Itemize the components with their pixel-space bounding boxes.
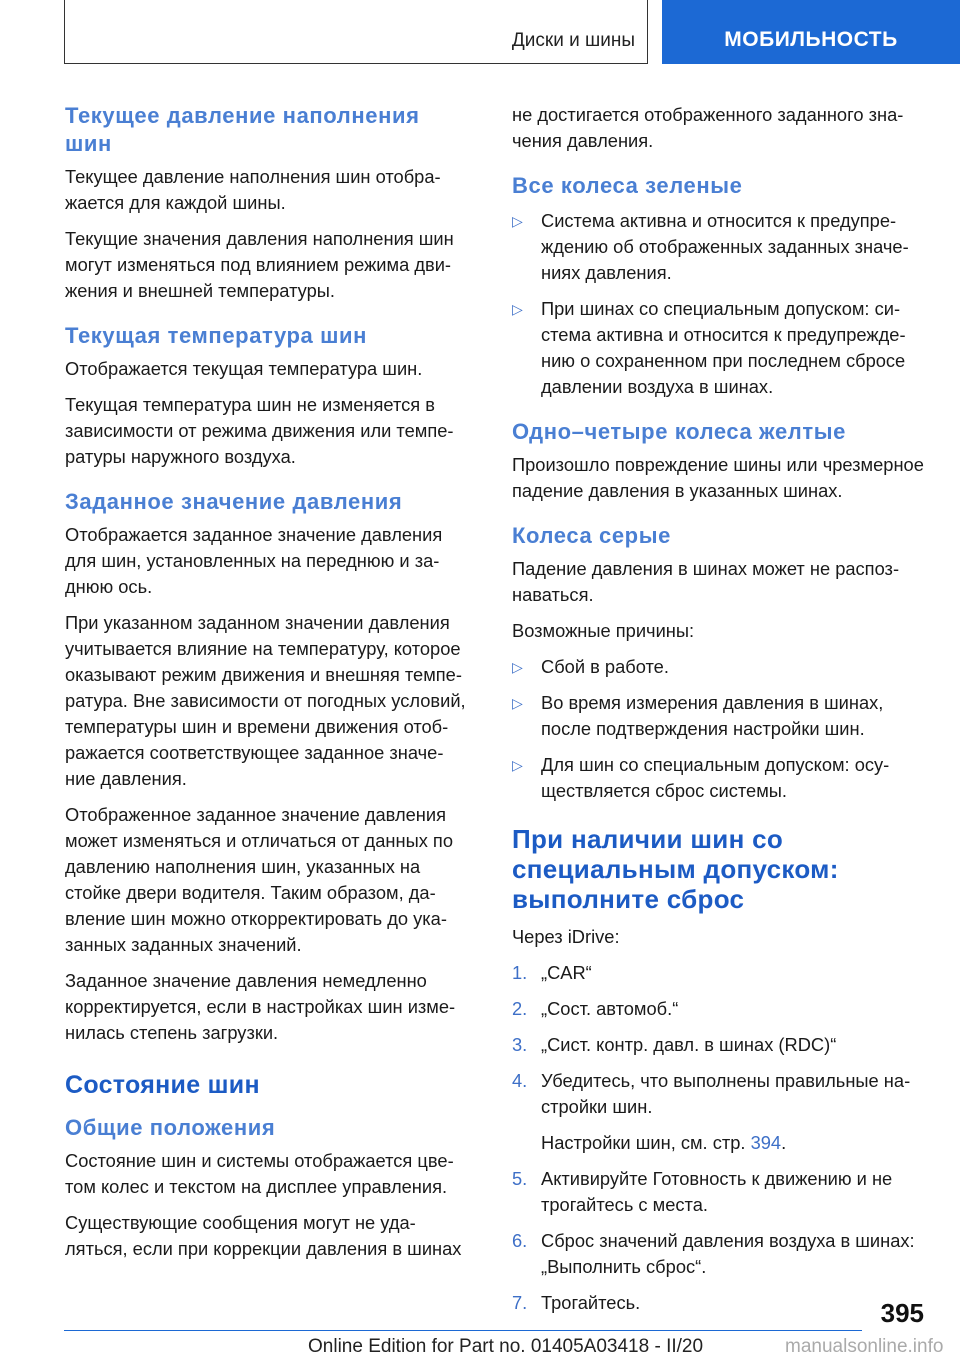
step-item [512, 996, 926, 1022]
list-item [512, 654, 926, 680]
heading-yellow-wheels: Одно–четыре колеса желтые [512, 419, 846, 444]
step-note-text: Настройки шин, см. стр. [541, 1132, 746, 1153]
page-reference-link[interactable]: 394 [750, 1132, 782, 1153]
step-number: 1. [512, 962, 528, 983]
paragraph: Отображается текущая температура шин. [65, 358, 423, 379]
numbered-steps [512, 960, 926, 1316]
paragraph: При указанном заданном значении давления учитывается влияние на температуру, которое оказывают режим движения и внешняя температура. Вне зависимости от погодных условий, температуры шин и времени движения отображается соответствующее заданное значение давления. [65, 612, 466, 789]
heading-all-green: Все колеса зеленые [512, 173, 743, 198]
paragraph: Произошло повреждение шины или чрезмерное падение давления в указанных шинах. [512, 454, 924, 501]
step-number: 4. [512, 1070, 528, 1091]
list-item-text: Система активна и относится к предупреждению об отображенных заданных значениях давления. [541, 210, 909, 283]
paragraph: Текущие значения давления наполнения шин могут изменяться под влиянием режима движения и внешней температуры. [65, 228, 454, 301]
paragraph: Возможные причины: [512, 620, 695, 641]
heading-current-pressure: Текущее давление наполнения шин [65, 103, 420, 156]
triangle-bullet-icon: ▷ [512, 213, 523, 229]
paragraph: Состояние шин и системы отображается цветом колес и текстом на дисплее управления. [65, 1150, 454, 1197]
step-text: „CAR“ [541, 962, 592, 983]
paragraph: Через iDrive: [512, 926, 620, 947]
step-item [512, 1068, 926, 1156]
step-text: Активируйте Готовность к движению и не трогайтесь с места. [541, 1168, 893, 1215]
heading-tire-status: Состояние шин [65, 1071, 260, 1099]
step-number: 3. [512, 1034, 528, 1055]
triangle-bullet-icon: ▷ [512, 659, 523, 675]
step-note-period: . [781, 1132, 787, 1153]
step-text: „Сист. контр. давл. в шинах (RDC)“ [541, 1034, 837, 1055]
paragraph: Отображенное заданное значение давления может изменяться и отличаться от данных по давлению наполнения шин, указанных на стойке двери водителя. Таким образом, давление шин можно откорректировать до указанных заданных значений. [65, 804, 453, 955]
step-number: 2. [512, 998, 528, 1019]
step-number: 7. [512, 1292, 528, 1313]
triangle-bullet-icon: ▷ [512, 695, 523, 711]
triangle-bullet-icon: ▷ [512, 757, 523, 773]
heading-target-pressure: Заданное значение давления [65, 489, 403, 514]
step-item [512, 1228, 926, 1280]
list-item [512, 208, 926, 286]
paragraph: Текущая температура шин не изменяется в зависимости от режима движения или температуры наружного воздуха. [65, 394, 454, 467]
paragraph: Текущее давление наполнения шин отображается для каждой шины. [65, 166, 441, 213]
footer-edition: Online Edition for Part no. 01405A03418 - II/20 [308, 1336, 704, 1357]
step-item [512, 1166, 926, 1218]
paragraph: не достигается отображенного заданного значения давления. [512, 104, 904, 151]
step-item [512, 1290, 926, 1316]
step-note [541, 1130, 926, 1156]
right-column [512, 102, 926, 1326]
header-chapter-title: МОБИЛЬНОСТЬ [724, 28, 898, 51]
paragraph: Существующие сообщения могут не удаляться, если при коррекции давления в шинах [65, 1212, 462, 1259]
bullet-list [512, 208, 926, 400]
step-text: Сброс значений давления воздуха в шинах: „Выполнить сброс“. [541, 1230, 915, 1277]
list-item [512, 690, 926, 742]
footer-watermark: manualsonline.info [785, 1336, 944, 1357]
heading-current-temperature: Текущая температура шин [65, 323, 368, 348]
list-item [512, 296, 926, 400]
triangle-bullet-icon: ▷ [512, 301, 523, 317]
step-text: „Сост. автомоб.“ [541, 998, 679, 1019]
header-section-box [64, 0, 648, 64]
step-text: Трогайтесь. [541, 1292, 641, 1313]
header-section-title: Диски и шины [511, 30, 635, 51]
list-item-text: Для шин со специальным допуском: осуществляется сброс системы. [541, 754, 890, 801]
heading-reset: При наличии шин со специальным допуском: выполните сброс [512, 824, 839, 914]
list-item-text: Во время измерения давления в шинах, после подтверждения настройки шин. [541, 692, 884, 739]
heading-grey-wheels: Колеса серые [512, 523, 671, 548]
list-item [512, 752, 926, 804]
heading-general: Общие положения [65, 1115, 276, 1140]
paragraph: Падение давления в шинах может не распознаваться. [512, 558, 900, 605]
step-item [512, 1032, 926, 1058]
footer-divider [64, 1330, 862, 1331]
list-item-text: При шинах со специальным допуском: система активна и относится к предупреждению о сохраненном при последнем сбросе давлении воздуха в шинах. [541, 298, 906, 397]
paragraph: Отображается заданное значение давления для шин, установленных на переднюю и заднюю ось. [65, 524, 443, 597]
left-column [65, 102, 467, 1272]
step-text: Убедитесь, что выполнены правильные настройки шин. [541, 1070, 911, 1117]
step-number: 6. [512, 1230, 528, 1251]
header-chapter-box [662, 0, 960, 64]
paragraph: Заданное значение давления немедленно корректируется, если в настройках шин изменилась степень загрузки. [65, 970, 456, 1043]
step-item [512, 960, 926, 986]
list-item-text: Сбой в работе. [541, 656, 669, 677]
step-number: 5. [512, 1168, 528, 1189]
page-number: 395 [880, 1298, 924, 1328]
bullet-list [512, 654, 926, 804]
